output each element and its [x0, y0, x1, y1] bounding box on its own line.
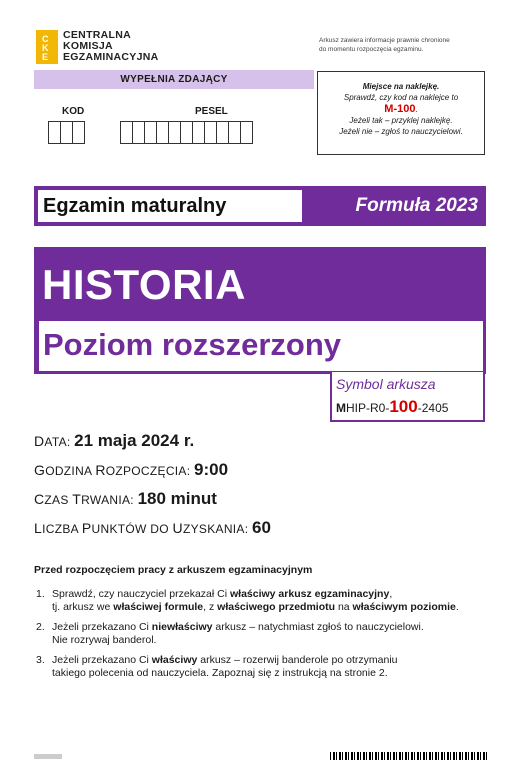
symbol-code — [336, 397, 448, 417]
logo-letter-k: K — [42, 43, 49, 53]
date-line — [34, 431, 194, 451]
instruction-number: 3. — [36, 654, 45, 666]
kod-label: KOD — [62, 106, 85, 117]
bold-run: właściwy — [151, 654, 198, 666]
sticker-line-1: Sprawdź, czy kod na naklejce to — [343, 92, 459, 102]
symbol-number: 100 — [389, 397, 418, 416]
kod-input-boxes[interactable] — [48, 121, 84, 144]
notice-line-1: Arkusz zawiera informacje prawnie chronione — [319, 37, 450, 44]
fill-in-header: WYPEŁNIA ZDAJĄCY — [34, 70, 314, 89]
pesel-label: PESEL — [195, 106, 228, 117]
protection-notice — [319, 36, 499, 54]
barcode — [330, 752, 488, 760]
instruction-number: 2. — [36, 621, 45, 633]
points-rest3: ZYSKANIA — [182, 522, 245, 536]
date-colon: : — [66, 435, 71, 449]
symbol-label: Symbol arkusza — [336, 376, 436, 392]
points-colon: : — [244, 522, 249, 536]
text-run: Jeżeli przekazano Ci — [52, 621, 152, 633]
symbol-prefix: HIP-R0- — [346, 401, 390, 415]
sticker-line-2: Jeżeli tak – przyklej naklejkę. — [349, 116, 453, 125]
pesel-input-boxes[interactable] — [120, 121, 252, 144]
exam-banner — [34, 186, 486, 226]
exam-formula: Formuła 2023 — [355, 195, 478, 216]
instruction-item-3 — [36, 654, 486, 680]
sticker-code-suffix: . — [415, 105, 418, 114]
start-value: 9:00 — [194, 460, 229, 479]
symbol-prefix-bold: M — [336, 401, 346, 415]
bold-run: właściwej formule — [113, 601, 204, 613]
date-value: 21 maja 2024 r. — [74, 431, 195, 450]
bold-run: właściwego przedmiotu — [217, 601, 336, 613]
points-rest1: ICZBA — [42, 522, 82, 536]
level-box — [39, 321, 483, 371]
sticker-title: Miejsce na naklejkę. — [362, 82, 440, 91]
text-run: arkusz – natychmiast zgłoś to nauczycielowi. — [212, 621, 424, 633]
sticker-code: M-100 — [384, 103, 416, 115]
start-cap1: G — [34, 462, 46, 478]
text-run: Jeżeli przekazano Ci — [52, 654, 152, 666]
instruction-text — [52, 654, 398, 680]
logo-letter-e: E — [42, 52, 49, 62]
points-line — [34, 518, 271, 538]
start-time-line — [34, 460, 228, 480]
points-cap3: U — [172, 520, 183, 536]
text-run: tj. arkusz we — [52, 601, 114, 613]
text-run: arkusz – rozerwij banderole po otrzymaniu — [197, 654, 398, 666]
duration-cap2: T — [72, 491, 82, 507]
kod-digit-box[interactable] — [72, 121, 85, 144]
sticker-area — [317, 71, 485, 155]
cke-logo — [36, 30, 159, 64]
duration-colon: : — [130, 493, 134, 507]
start-rest1: ODZINA — [45, 464, 96, 478]
start-colon: : — [186, 464, 191, 478]
instruction-number: 1. — [36, 588, 45, 600]
subject-title: HISTORIA — [42, 261, 246, 308]
instruction-text — [52, 588, 459, 614]
logo-mark — [36, 30, 58, 64]
duration-cap1: C — [34, 491, 45, 507]
duration-rest1: ZAS — [44, 493, 73, 507]
date-rest: ATA — [44, 435, 67, 449]
points-cap2: P — [81, 520, 92, 536]
points-rest2: UNKTÓW DO — [91, 522, 173, 536]
text-run: , z — [203, 601, 218, 613]
bold-run: właściwy arkusz egzaminacyjny — [229, 588, 390, 600]
exam-name: Egzamin maturalny — [38, 190, 302, 222]
instructions-list — [36, 588, 486, 687]
sticker-line-3: Jeżeli nie – zgłoś to nauczycielowi. — [339, 126, 463, 136]
footer-mark — [34, 754, 62, 759]
subject-block — [34, 247, 486, 374]
bold-run: właściwym poziomie — [352, 601, 456, 613]
duration-value: 180 minut — [137, 489, 217, 508]
points-value: 60 — [252, 518, 271, 537]
logo-letter-c: C — [42, 34, 49, 44]
start-rest2: OZPOCZĘCIA — [105, 464, 187, 478]
level-text: Poziom rozszerzony — [43, 327, 341, 362]
logo-line-1: CENTRALNA — [63, 29, 132, 41]
duration-rest2: RWANIA — [81, 493, 131, 507]
instruction-text — [52, 621, 424, 647]
logo-line-3: EGZAMINACYJNA — [63, 51, 159, 63]
duration-line — [34, 489, 217, 509]
instructions-title: Przed rozpoczęciem pracy z arkuszem egzaminacyjnym — [34, 564, 313, 576]
pesel-digit-box[interactable] — [240, 121, 253, 144]
notice-line-2: do momentu rozpoczęcia egzaminu. — [319, 46, 424, 53]
points-cap1: L — [34, 520, 43, 536]
text-run: Sprawdź, czy nauczyciel przekazał Ci — [52, 588, 230, 600]
text-run: na — [335, 601, 353, 613]
logo-text — [63, 30, 159, 63]
text-run: takiego polecenia od nauczyciela. Zapoznaj się z instrukcją na stronie 2. — [52, 667, 388, 679]
text-run: , — [389, 588, 393, 600]
instruction-item-2 — [36, 621, 486, 647]
bold-run: niewłaściwy — [151, 621, 213, 633]
text-run: . — [455, 601, 459, 613]
logo-line-2: KOMISJA — [63, 40, 113, 52]
text-run: Nie rozrywaj banderol. — [52, 634, 157, 646]
start-cap2: R — [95, 462, 106, 478]
date-cap: D — [34, 433, 45, 449]
symbol-suffix: -2405 — [417, 401, 449, 415]
symbol-box — [330, 372, 485, 422]
sticker-code-line — [318, 103, 484, 116]
instruction-item-1 — [36, 588, 486, 614]
